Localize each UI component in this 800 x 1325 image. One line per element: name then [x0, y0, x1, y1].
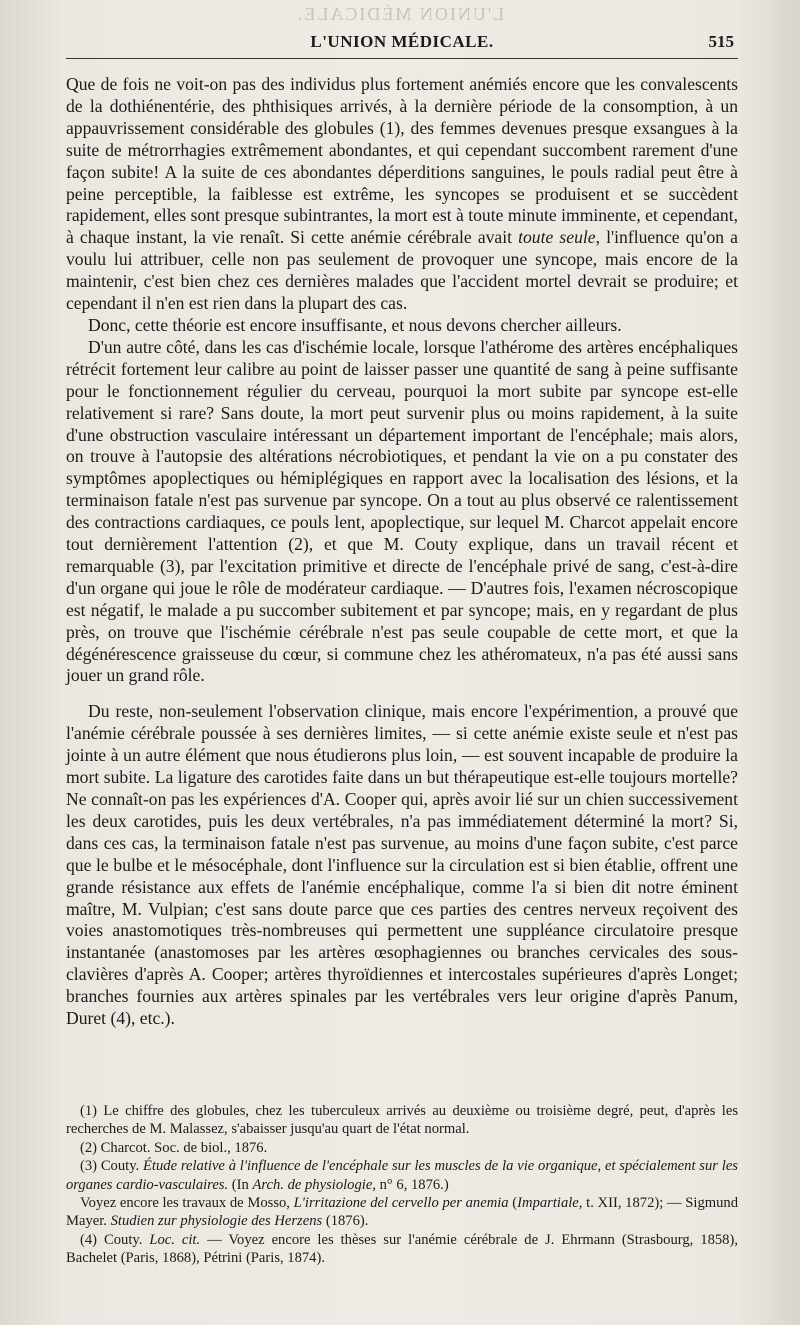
- paragraph-3: D'un autre côté, dans les cas d'ischémie locale, lorsque l'athérome des artères encéphaliques rétrécit fortement leur calibre au point de laisser passer une quantité de sang à peine suffisante pour le fonctionnement régulier du cerveau, pourquoi la mort subite par syncope est-elle relativement si rare? Sans doute, la mort peut survenir plus ou moins rapidement, à la suite d'une obstruction vasculaire intéressant un département important de l'encéphale; mais alors, on trouve à l'autopsie des altérations nécrobiotiques, et pendant la vie on a pu constater des symptômes apoplectiques ou hémiplégiques en rapport avec la localisation des lésions, et la terminaison fatale n'est pas survenue par syncope. On a tout au plus observé ce ralentissement des contractions cardiaques, ce pouls lent, apoplectique, sur lequel M. Charcot appelait encore tout dernièrement l'attention (2), et que M. Couty explique, dans un travail récent et remarquable (3), par l'excitation primitive et directe de l'encéphale privé de sang, c'est-à-dire d'un organe qui joue le rôle de modérateur cardiaque. — D'autres fois, l'examen nécroscopique est négatif, le malade a pu succomber subitement et par syncope; mais, en y regardant de plus près, on trouve que l'ischémie cérébrale n'est pas seule coupable de cette mort, et que la dégénérescence graisseuse du cœur, si commune chez les athéromateux, n'a pas été aussi sans jouer un grand rôle.: [66, 336, 738, 686]
- paragraph-2: Donc, cette théorie est encore insuffisante, et nous devons chercher ailleurs.: [88, 314, 622, 335]
- article-body: [66, 74, 738, 1030]
- footnote-3-author: (3) Couty.: [80, 1158, 144, 1175]
- footnote-3-journal: Arch. de physiologie: [252, 1176, 373, 1193]
- footnote-3-continued: [66, 1194, 738, 1231]
- footnote-3-ref: , n° 6, 1876.): [372, 1176, 449, 1193]
- page-number: 515: [708, 32, 734, 51]
- footnote-3x-intro: Voyez encore les travaux de Mosso,: [80, 1195, 294, 1212]
- footnote-4: [66, 1231, 738, 1268]
- running-header: [66, 32, 738, 59]
- footnote-3x-year: (1876).: [322, 1213, 369, 1230]
- footnote-3x-mayer: , t. XII, 1872); — Sigmund Mayer.: [66, 1195, 738, 1230]
- paragraph-4: Du reste, non-seulement l'observation clinique, mais encore l'expérimention, a prouvé que l'anémie cérébrale poussée à ses dernières limites, — si cette anémie existe seule et n'est pas jointe à un autre élément que nous étudierons plus loin, — est souvent incapable de produire la mort subite. La ligature des carotides faite dans un but thérapeutique est-elle toujours mortelle? Ne connaît-on pas les expériences d'A. Cooper qui, après avoir lié sur un chien successivement les deux carotides, puis les deux vertébrales, n'a pas immédiatement déterminé la mort? Si, dans ces cas, la terminaison fatale n'est pas survenue, au moins d'une façon subite, c'est parce que le bulbe et le mésocéphale, dont l'influence sur la circulation est si bien établie, offrent une grande résistance aux effets de l'anémie encéphalique, comme l'a si bien dit notre éminent maître, M. Vulpian; c'est sans doute parce que ces parties des centres nerveux reçoivent des voies anastomotiques très-nombreuses qui permettent une suppléance circulatoire presque instantanée (anastomoses par les artères œsophagiennes ou branches cervicales des sous-clavières d'après A. Cooper; artères thyroïdiennes et intercostales supérieures d'après Longet; branches fournies aux artères spinales par les vertébrales vers leur origine d'après Panum, Duret (4), etc.).: [66, 701, 738, 1029]
- footnote-3x-impartiale: Impartiale: [517, 1195, 579, 1212]
- footnote-2: (2) Charcot. Soc. de biol., 1876.: [80, 1139, 268, 1156]
- footnote-3x-mosso-title: L'irritazione del cervello per anemia: [293, 1195, 509, 1212]
- paragraph-1: [66, 74, 738, 315]
- footnote-4-loc-cit: Loc. cit.: [149, 1231, 201, 1248]
- bleed-through-text: L'UNION MÉDICALE.: [295, 4, 505, 24]
- paragraph-1-text: Que de fois ne voit-on pas des individus plus fortement anémiés encore que les convalescents de la dothiénentérie, des phthisiques arrivés, à la dernière période de la consomption, à un appauvrissement considérable des globules (1), des femmes devenues presque exsangues à la suite de métrorrhagies extrêmement abondantes, et qui cependant succombent rarement d'une façon subite! A la suite de ces abondantes déperditions sanguines, le pouls radial peut être à peine perceptible, la faiblesse est extrême, les syncopes se produisent et se succèdent rapidement, elles sont presque subintrantes, la mort est à toute minute imminente, et cependant, à chaque instant, la vie renaît. Si cette anémie cérébrale avait: [66, 74, 738, 248]
- paragraph-1-end: , l'influence qu'on a voulu lui attribuer, celle non pas seulement de provoquer une syncope, mais encore de la maintenir, c'est bien chez ces dernières malades que l'accident mortel devrait se produire; et cependant il n'en est rien dans la plupart des cas.: [66, 227, 738, 314]
- journal-title: L'UNION MÉDICALE.: [310, 32, 494, 51]
- paragraph-1-emphasis: toute seule: [518, 227, 596, 248]
- footnotes: [66, 1102, 738, 1268]
- footnote-3x-paren: (: [508, 1195, 518, 1212]
- footnote-1: (1) Le chiffre des globules, chez les tuberculeux arrivés au deuxième ou troisième degré, peut, d'après les recherches de M. Malassez, s'abaisser jusqu'au quart de l'état normal.: [66, 1103, 738, 1138]
- footnote-3-title: Étude relative à l'influence de l'encéphale sur les muscles de la vie organique, et spécialement sur les organes cardio-vasculaires.: [66, 1158, 738, 1193]
- footnote-4-author: (4) Couty.: [80, 1231, 150, 1248]
- footnote-3-in: (In: [228, 1176, 253, 1193]
- footnote-3x-mayer-title: Studien zur physiologie des Herzens: [110, 1213, 323, 1230]
- footnote-3: [66, 1157, 738, 1194]
- footnote-4-text: — Voyez encore les thèses sur l'anémie cérébrale de J. Ehrmann (Strasbourg, 1858), Bachelet (Paris, 1868), Pétrini (Paris, 1874).: [66, 1231, 738, 1267]
